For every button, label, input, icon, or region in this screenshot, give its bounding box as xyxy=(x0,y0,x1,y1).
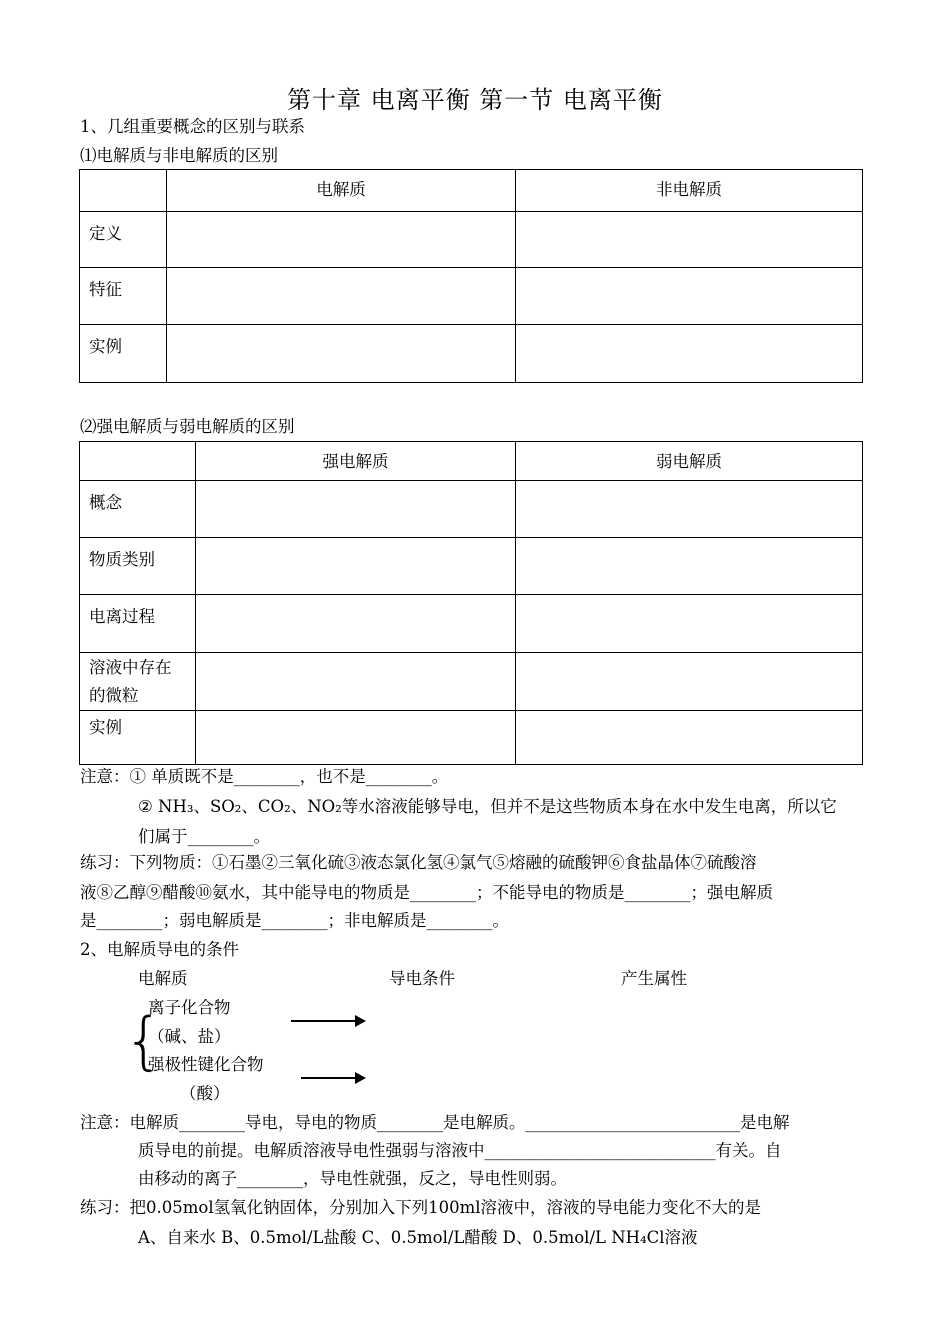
row-label-line: 溶液中存在 xyxy=(89,658,172,677)
left-brace-icon: { xyxy=(124,1004,164,1077)
table-1-corner xyxy=(80,170,167,212)
table-1-cell[interactable] xyxy=(516,325,863,383)
polar-compound-note: （酸） xyxy=(180,1084,230,1103)
table-2-cell[interactable] xyxy=(516,653,863,711)
table-2-cell[interactable] xyxy=(196,538,516,595)
table-2-cell[interactable] xyxy=(516,711,863,765)
table-2-cell[interactable] xyxy=(516,481,863,538)
arrow-right-icon xyxy=(291,1020,364,1022)
table-2-cell[interactable] xyxy=(516,595,863,653)
table-2-row-label xyxy=(80,653,196,711)
exercise-2-options: A、自来水 B、0.5mol/L盐酸 C、0.5mol/L醋酸 D、0.5mol/L NH₄Cl溶液 xyxy=(138,1228,698,1247)
table-2-row-label: 物质类别 xyxy=(80,538,196,595)
note-1-line-2: ② NH₃、SO₂、CO₂、NO₂等水溶液能够导电，但并不是这些物质本身在水中发生电离，所以它 xyxy=(138,797,837,816)
ionic-compound-note: （碱、盐） xyxy=(148,1027,231,1046)
table-2-cell[interactable] xyxy=(196,595,516,653)
note-1-line-3: 们属于________。 xyxy=(138,827,270,846)
table-2-cell[interactable] xyxy=(196,481,516,538)
section-1-heading: 1、几组重要概念的区别与联系 xyxy=(80,117,305,136)
table-2-header-weak: 弱电解质 xyxy=(516,442,863,481)
column-conduction-condition-label: 导电条件 xyxy=(389,969,455,988)
table-2-row-label: 概念 xyxy=(80,481,196,538)
note-2-line-3: 由移动的离子________，导电性就强，反之，导电性则弱。 xyxy=(138,1169,567,1188)
table-2-corner xyxy=(80,442,196,481)
exercise-1-line-3: 是________；弱电解质是________；非电解质是________。 xyxy=(80,911,509,930)
table-1-header-nonelectrolyte: 非电解质 xyxy=(516,170,863,212)
table-2-cell[interactable] xyxy=(196,653,516,711)
table-1-row-label: 特征 xyxy=(80,268,167,325)
table-1-header-electrolyte: 电解质 xyxy=(167,170,516,212)
polar-compound-label: 强极性键化合物 xyxy=(148,1055,264,1074)
ionic-compound-label: 离子化合物 xyxy=(148,998,231,1017)
table-1-cell[interactable] xyxy=(167,268,516,325)
table-2-header-strong: 强电解质 xyxy=(196,442,516,481)
column-electrolyte-label: 电解质 xyxy=(138,969,188,988)
table-2-cell[interactable] xyxy=(196,711,516,765)
table-1-row-label: 定义 xyxy=(80,212,167,268)
note-1-line-1: 注意：① 单质既不是________，也不是________。 xyxy=(80,767,449,786)
table-1-cell[interactable] xyxy=(516,268,863,325)
exercise-2-line-1: 练习：把0.05mol氢氧化钠固体，分别加入下列100ml溶液中，溶液的导电能力变化不大的是 xyxy=(80,1198,762,1217)
section-2-heading: 2、电解质导电的条件 xyxy=(80,940,239,959)
table-strong-vs-weak-electrolyte xyxy=(79,441,863,765)
table-2-row-label: 电离过程 xyxy=(80,595,196,653)
note-2-line-1: 注意：电解质________导电，导电的物质________是电解质。__________________________是电解 xyxy=(80,1113,790,1132)
table-1-caption: ⑴电解质与非电解质的区别 xyxy=(80,146,278,165)
arrow-right-icon xyxy=(301,1077,364,1079)
table-1-cell[interactable] xyxy=(167,325,516,383)
exercise-1-line-1: 练习：下列物质：①石墨②三氧化硫③液态氯化氢④氯气⑤熔融的硫酸钾⑥食盐晶体⑦硫酸溶 xyxy=(80,853,757,872)
page-title: 第十章 电离平衡 第一节 电离平衡 xyxy=(287,86,663,114)
table-1-row-label: 实例 xyxy=(80,325,167,383)
table-1-cell[interactable] xyxy=(516,212,863,268)
exercise-1-line-2: 液⑧乙醇⑨醋酸⑩氨水，其中能导电的物质是________；不能导电的物质是________；强电解质 xyxy=(80,883,773,902)
table-electrolyte-vs-nonelectrolyte xyxy=(79,169,863,383)
column-property-label: 产生属性 xyxy=(621,969,687,988)
table-2-cell[interactable] xyxy=(516,538,863,595)
table-2-caption: ⑵强电解质与弱电解质的区别 xyxy=(80,417,295,436)
row-label-line: 的微粒 xyxy=(89,686,139,705)
table-2-row-label: 实例 xyxy=(80,711,196,765)
note-2-line-2: 质导电的前提。电解质溶液导电性强弱与溶液中____________________________有关。自 xyxy=(138,1141,782,1160)
table-1-cell[interactable] xyxy=(167,212,516,268)
